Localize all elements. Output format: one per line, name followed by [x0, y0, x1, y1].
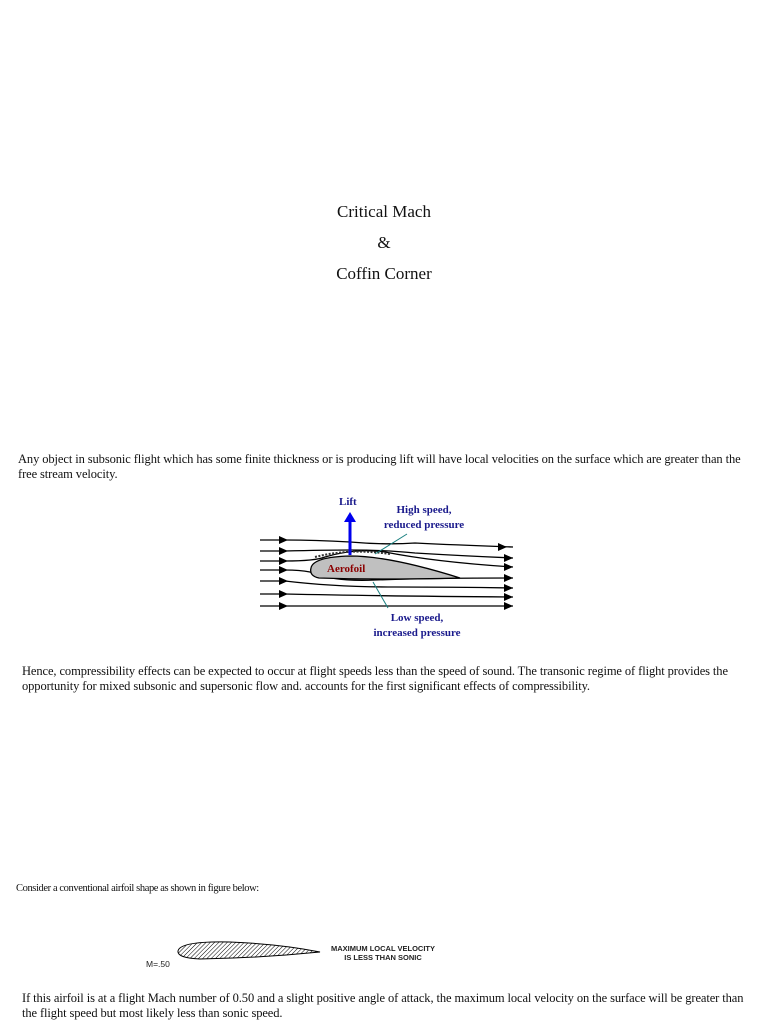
lower-label-line-1: Low speed,	[390, 612, 444, 624]
airfoil-shape	[178, 942, 320, 959]
consider-paragraph: Consider a conventional airfoil shape as shown in figure below:	[16, 883, 259, 894]
compressibility-paragraph: Hence, compressibility effects can be expected to occur at flight speeds less than the speed of sound. The transonic regime of flight provides the opportunity for mixed subsonic and supersonic flow and. accounts for the first significant effects of compressibility.	[22, 664, 728, 693]
title-line-2: &	[377, 233, 391, 252]
intro-paragraph: Any object in subsonic flight which has some finite thickness or is producing lift will have local velocities on the surface which are greater than the free stream velocity.	[18, 452, 741, 481]
mach-label: M=.50	[146, 959, 170, 969]
document-title	[0, 196, 768, 289]
aerofoil-label: Aerofoil	[327, 563, 366, 575]
streamline-5	[260, 581, 513, 588]
max-velocity-note-line-1: MAXIMUM LOCAL VELOCITY	[330, 944, 436, 953]
title-line-1: Critical Mach	[337, 202, 431, 221]
max-velocity-note-line-2: IS LESS THAN SONIC	[344, 953, 422, 962]
streamline-2	[260, 550, 513, 558]
conventional-airfoil-figure	[140, 936, 450, 972]
streamline-1	[260, 540, 513, 547]
flight-mach-paragraph: If this airfoil is at a flight Mach number of 0.50 and a slight positive angle of attack, the maximum local velocity on the surface will be greater than the flight speed but most likely less than sonic speed.	[22, 991, 744, 1020]
title-line-3: Coffin Corner	[336, 264, 432, 283]
lift-arrow	[344, 512, 356, 555]
aerofoil-streamline-diagram	[255, 490, 525, 640]
streamline-6	[260, 594, 513, 597]
upper-label-line-2: reduced pressure	[383, 519, 465, 531]
lift-label: Lift	[339, 496, 357, 508]
lower-label-line-2: increased pressure	[373, 627, 461, 639]
upper-label-line-1: High speed,	[396, 504, 452, 516]
